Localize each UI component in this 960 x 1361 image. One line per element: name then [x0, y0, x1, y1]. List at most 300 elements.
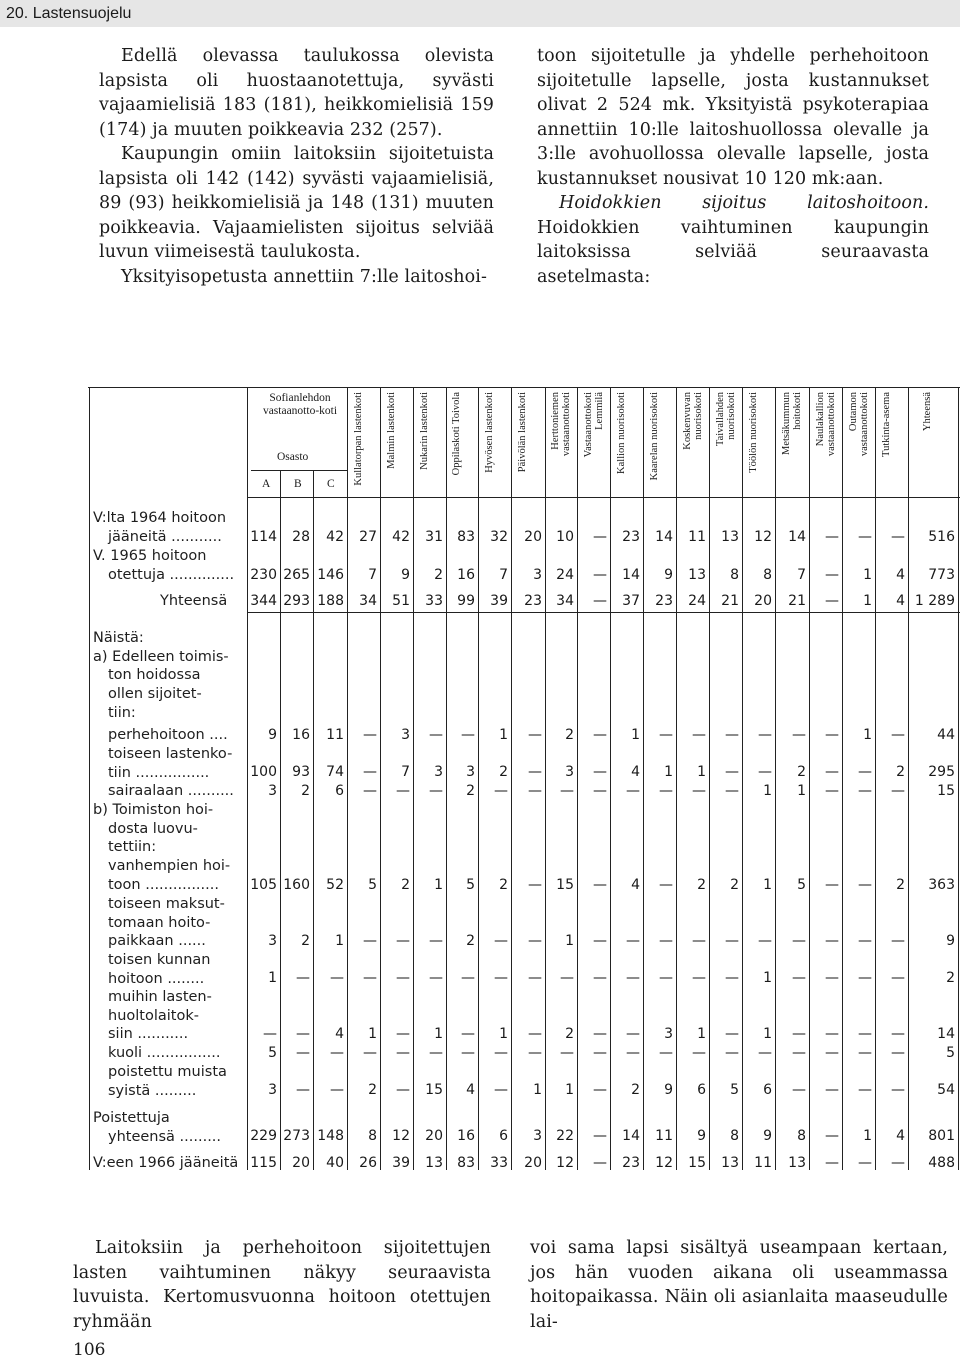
table-cell: — [825, 783, 839, 799]
table-cell: 1 [863, 1128, 872, 1144]
column-header: Hyvösen lastenkoti [483, 392, 495, 473]
table-cell: 34 [556, 593, 574, 609]
table-cell: — [494, 783, 508, 799]
table-cell: 37 [622, 593, 640, 609]
table-cell: 16 [457, 567, 475, 583]
column-header: Naulakallion vastaanottokoti [814, 392, 837, 457]
table-cell: 363 [928, 877, 955, 893]
table-cell: 15 [937, 783, 955, 799]
osasto-rule [251, 470, 347, 471]
table-cell: 3 [664, 1026, 673, 1042]
table-cell: 1 [499, 727, 508, 743]
table-cell: — [593, 727, 607, 743]
table-cell: 20 [754, 593, 772, 609]
table-cell: 2 [797, 764, 806, 780]
table-cell: 1 [763, 970, 772, 986]
table-cell: 1 [499, 1026, 508, 1042]
row-label: Näistä: [93, 630, 144, 646]
table-cell: 1 [533, 1082, 542, 1098]
table-cell: 2 [401, 877, 410, 893]
table-cell: — [528, 877, 542, 893]
row-label: vanhempien hoi- [108, 858, 231, 875]
table-cell: — [825, 1026, 839, 1042]
table-cell: — [858, 1045, 872, 1061]
table-cell: 14 [788, 529, 806, 545]
column-header: Tutkinta-asema [880, 392, 892, 457]
table-rule-top [88, 387, 960, 388]
row-label: V:lta 1964 hoitoon [93, 510, 227, 526]
table-cell: 4 [896, 593, 905, 609]
table-cell: 148 [317, 1128, 344, 1144]
table-cell: 2 [466, 933, 475, 949]
table-cell: — [528, 1026, 542, 1042]
table-cell: 4 [466, 1082, 475, 1098]
table-cell: — [528, 970, 542, 986]
table-cell: 5 [368, 877, 377, 893]
table-cell: — [692, 727, 706, 743]
table-cell: 516 [928, 529, 955, 545]
table-cell: — [659, 970, 673, 986]
table-cell: 2 [946, 970, 955, 986]
table-cell: 230 [250, 567, 277, 583]
paragraph: Edellä olevassa taulukossa olevista lapsista oli huostaanotettuja, syvästi vajaamielisiä 183 (181), heikkomielisiä 159 (174) ja muuten poikkeavia 232 (257). [99, 46, 494, 140]
table-cell: 1 [863, 567, 872, 583]
table-cell: 2 [565, 727, 574, 743]
table-cell: 33 [425, 593, 443, 609]
table-cell: 39 [392, 1155, 410, 1171]
table-cell: 295 [928, 764, 955, 780]
table-cell: 16 [292, 727, 310, 743]
table-cell: — [692, 783, 706, 799]
table-cell: 9 [664, 567, 673, 583]
table-cell: 15 [688, 1155, 706, 1171]
table-cell: — [858, 933, 872, 949]
table-cell: 1 [664, 764, 673, 780]
table-cell: 9 [401, 567, 410, 583]
table-cell: 27 [359, 529, 377, 545]
row-label: poistettu muista [108, 1064, 227, 1080]
paragraph [537, 191, 929, 289]
table-cell: 20 [524, 529, 542, 545]
page-header [0, 0, 960, 27]
table-cell: — [461, 1026, 475, 1042]
table-cell: 1 [434, 1026, 443, 1042]
table-cell: 9 [664, 1082, 673, 1098]
table-cell: 15 [425, 1082, 443, 1098]
table-cell: — [363, 970, 377, 986]
table-cell: 34 [359, 593, 377, 609]
table-cell: 293 [283, 593, 310, 609]
table-cell: 23 [524, 593, 542, 609]
table-cell: 1 [697, 764, 706, 780]
row-label: tomaan hoito- [108, 914, 211, 931]
table-cell: — [330, 1045, 344, 1061]
table-cell: 20 [292, 1155, 310, 1171]
table-cell: 16 [457, 1128, 475, 1144]
table-cell: — [363, 783, 377, 799]
table-cell: 93 [292, 764, 310, 780]
table-cell: 2 [697, 877, 706, 893]
column-header: Oppilaskoti Toivola [451, 392, 462, 476]
table-cell: — [626, 1045, 640, 1061]
paragraph: Kaupungin omiin laitoksiin sijoitetuista lapsista oli 142 (142) syvästi vajaamielisiä, 89 (93) heikkomielisiä ja 148 (131) muuten poikkeavia. Vajaamielisten sijoitus selviää luvun viimeisestä taulukosta. [99, 144, 494, 262]
table-cell: — [296, 1026, 310, 1042]
table-cell: 5 [730, 1082, 739, 1098]
column-header: Metsäkummun hoitokoti [781, 392, 803, 455]
table-cell: 7 [797, 567, 806, 583]
table-cell: — [891, 1082, 905, 1098]
table-cell: 3 [434, 764, 443, 780]
table-cell: — [528, 783, 542, 799]
column-header: Outamon vastaanottokoti [847, 392, 870, 457]
column-header: Koskenvuvan nuorisokoti [681, 392, 704, 450]
table-cell: 83 [457, 1155, 475, 1171]
row-label: toiseen lastenko- [108, 746, 233, 762]
table-cell: — [626, 1026, 640, 1042]
table-cell: 8 [797, 1128, 806, 1144]
column-header: Kaarelan nuorisokoti [648, 392, 660, 481]
table-cell: 188 [317, 593, 344, 609]
table-cell: 13 [688, 567, 706, 583]
table-cell: 2 [466, 783, 475, 799]
table-cell: 2 [565, 1026, 574, 1042]
table-cell: — [659, 727, 673, 743]
table-cell: 8 [730, 567, 739, 583]
column-rule [958, 387, 959, 1170]
table-cell: 8 [763, 567, 772, 583]
table-cell: 54 [937, 1082, 955, 1098]
table-cell: — [659, 783, 673, 799]
column-header: Malmin lastenkoti [385, 392, 397, 469]
table-cell: — [263, 1026, 277, 1042]
table-cell: — [659, 1045, 673, 1061]
table-cell: — [725, 783, 739, 799]
table-cell: — [429, 933, 443, 949]
column-header: Kullatorpan lastenkoti [352, 392, 364, 486]
table-cell: 39 [490, 593, 508, 609]
row-label: huoltolaitok- [108, 1007, 199, 1024]
table-cell: 14 [622, 1128, 640, 1144]
table-cell: — [396, 1045, 410, 1061]
table-cell: 12 [392, 1128, 410, 1144]
table-cell: 12 [754, 529, 772, 545]
table-cell: — [825, 1045, 839, 1061]
paragraph: Laitoksiin ja perhehoitoon sijoitettujen lasten vaihtuminen näkyy seuraavista luvuista. Kertomusvuonna hoitoon otettujen ryhmään [73, 1238, 491, 1332]
row-label: tiin: [108, 704, 136, 721]
table-cell: — [593, 764, 607, 780]
table-cell: 8 [368, 1128, 377, 1144]
table-cell: — [296, 970, 310, 986]
table-cell: 1 [763, 1026, 772, 1042]
table-cell: 21 [721, 593, 739, 609]
table-cell: — [528, 727, 542, 743]
table-cell: — [858, 529, 872, 545]
table-cell: 11 [688, 529, 706, 545]
table-cell: — [528, 933, 542, 949]
row-label: syistä ......... [108, 1082, 197, 1099]
table-cell: 2 [434, 567, 443, 583]
table-cell: — [560, 1045, 574, 1061]
table-cell: 28 [292, 529, 310, 545]
table-cell: 2 [896, 764, 905, 780]
table-cell: 11 [754, 1155, 772, 1171]
row-label: b) Toimiston hoi- [93, 802, 214, 818]
table-cell: 105 [250, 877, 277, 893]
table-cell: 5 [797, 877, 806, 893]
column-header: Yhteensä [922, 392, 933, 432]
table-cell: — [494, 933, 508, 949]
table-cell: 5 [946, 1045, 955, 1061]
table-cell: — [825, 727, 839, 743]
table-cell: — [593, 593, 607, 609]
table-cell: — [560, 783, 574, 799]
table-cell: — [825, 1128, 839, 1144]
table-cell: 4 [631, 764, 640, 780]
table-cell: 74 [326, 764, 344, 780]
table-cell: — [494, 1082, 508, 1098]
table-cell: 3 [401, 727, 410, 743]
table-cell: — [725, 1045, 739, 1061]
table-cell: 1 [565, 1082, 574, 1098]
table-cell: — [725, 933, 739, 949]
table-cell: 1 [631, 727, 640, 743]
table-cell: — [593, 877, 607, 893]
table-cell: — [792, 1082, 806, 1098]
row-label: paikkaan ...... [108, 933, 206, 950]
table-cell: 4 [335, 1026, 344, 1042]
table-cell: 15 [556, 877, 574, 893]
table-cell: 1 [863, 593, 872, 609]
table-cell: 5 [466, 877, 475, 893]
table-cell: — [593, 529, 607, 545]
table-cell: 344 [250, 593, 277, 609]
table-cell: 9 [268, 727, 277, 743]
table-cell: 1 [434, 877, 443, 893]
table-cell: 2 [368, 1082, 377, 1098]
table-cell: 6 [763, 1082, 772, 1098]
table-cell: 1 [763, 783, 772, 799]
table-cell: 22 [556, 1128, 574, 1144]
table-cell: — [891, 727, 905, 743]
table-cell: 7 [368, 567, 377, 583]
table-cell: 83 [457, 529, 475, 545]
table-cell: — [626, 970, 640, 986]
table-rule-header [248, 497, 960, 498]
table-cell: — [396, 783, 410, 799]
table-cell: 100 [250, 764, 277, 780]
column-header: Nukarin lastenkoti [418, 392, 430, 470]
table-cell: 32 [490, 529, 508, 545]
table-cell: 2 [301, 783, 310, 799]
table-cell: 14 [622, 567, 640, 583]
table-cell: 9 [697, 1128, 706, 1144]
total-rule [248, 612, 960, 613]
table-cell: — [858, 764, 872, 780]
row-label: V. 1965 hoitoon [93, 548, 207, 564]
table-cell: 4 [896, 567, 905, 583]
table-cell: — [626, 783, 640, 799]
table-cell: — [593, 933, 607, 949]
header-title: 20. Lastensuojelu [6, 5, 132, 22]
table-cell: 9 [763, 1128, 772, 1144]
table-cell: — [528, 1045, 542, 1061]
sofianlehto-header: Sofianlehdon vastaanotto-koti [262, 392, 338, 417]
table-cell: 1 [797, 783, 806, 799]
table-cell: 265 [283, 567, 310, 583]
table-cell: 51 [392, 593, 410, 609]
table-cell: 3 [268, 783, 277, 799]
table-cell: — [659, 933, 673, 949]
table-cell: — [725, 1026, 739, 1042]
row-label: ollen sijoitet- [108, 686, 202, 703]
table-cell: 12 [556, 1155, 574, 1171]
text-column-right-top [537, 44, 929, 289]
table-cell: — [396, 933, 410, 949]
table-cell: — [825, 529, 839, 545]
table-cell: 31 [425, 529, 443, 545]
table-cell: 12 [655, 1155, 673, 1171]
page-number: 106 [73, 1340, 106, 1360]
column-header: Päivölän lastenkoti [517, 392, 528, 473]
table-cell: — [858, 1026, 872, 1042]
table-cell: 3 [533, 567, 542, 583]
table-cell: — [858, 970, 872, 986]
text-column-left-top [99, 44, 494, 289]
osasto-label: Osasto [277, 451, 309, 463]
table-cell: — [858, 877, 872, 893]
table-cell: 2 [896, 877, 905, 893]
table-cell: — [792, 1026, 806, 1042]
table-cell: 1 [763, 877, 772, 893]
table-cell: — [891, 970, 905, 986]
table-cell: — [396, 1026, 410, 1042]
table-cell: — [891, 529, 905, 545]
table-cell: — [593, 1128, 607, 1144]
table-cell: 6 [697, 1082, 706, 1098]
table-cell: — [792, 727, 806, 743]
table-cell: 146 [317, 567, 344, 583]
table-cell: 10 [556, 529, 574, 545]
table-cell: 3 [565, 764, 574, 780]
table-cell: 42 [392, 529, 410, 545]
table-cell: 8 [730, 1128, 739, 1144]
column-header: A [262, 478, 271, 490]
table-cell: — [825, 933, 839, 949]
table-cell: — [891, 1026, 905, 1042]
table-cell: — [363, 764, 377, 780]
table-cell: 13 [721, 1155, 739, 1171]
table-cell: 21 [788, 593, 806, 609]
row-label: muihin lasten- [108, 989, 212, 1005]
table-cell: 33 [490, 1155, 508, 1171]
table-cell: — [825, 970, 839, 986]
table-cell: — [593, 1082, 607, 1098]
table-cell: 7 [499, 567, 508, 583]
table-cell: 2 [631, 1082, 640, 1098]
paragraph: voi sama lapsi sisältyä useampaan kertaan, jos hän vuoden aikana oli useammassa hoitopaikassa. Näin oli asianlaita maaseudulle lai- [530, 1238, 948, 1332]
row-label: yhteensä ......... [108, 1128, 222, 1145]
text-column-left-bottom [73, 1236, 491, 1334]
table-cell: 1 [335, 933, 344, 949]
table-cell: — [593, 970, 607, 986]
table-cell: — [891, 783, 905, 799]
table-cell: — [692, 970, 706, 986]
table-cell: — [792, 1045, 806, 1061]
table-cell: 5 [268, 1045, 277, 1061]
table-cell: — [692, 933, 706, 949]
table-cell: 20 [425, 1128, 443, 1144]
table-cell: 26 [359, 1155, 377, 1171]
table-cell: 11 [655, 1128, 673, 1144]
table-cell: — [792, 970, 806, 986]
table-cell: — [725, 970, 739, 986]
table-cell: — [792, 933, 806, 949]
paragraph: Yksityisopetusta annettiin 7:lle laitoshoi- [121, 266, 487, 287]
table-cell: — [528, 764, 542, 780]
table-cell: 24 [688, 593, 706, 609]
table-cell: — [429, 727, 443, 743]
row-label: V:een 1966 jääneitä [93, 1155, 239, 1171]
table-cell: — [825, 877, 839, 893]
table-cell: 4 [896, 1128, 905, 1144]
table-cell: 11 [326, 727, 344, 743]
table-cell: — [593, 1155, 607, 1171]
table-cell: — [725, 764, 739, 780]
table-cell: — [725, 727, 739, 743]
row-label: tettiin: [108, 839, 157, 856]
table-cell: 115 [250, 1155, 277, 1171]
table-cell: 488 [928, 1155, 955, 1171]
table-cell: 2 [730, 877, 739, 893]
table-cell: — [858, 1082, 872, 1098]
table-cell: 99 [457, 593, 475, 609]
table-cell: — [659, 877, 673, 893]
table-cell: — [396, 1082, 410, 1098]
table-cell: 14 [655, 529, 673, 545]
table-cell: 20 [524, 1155, 542, 1171]
row-label: ton hoidossa [108, 667, 201, 684]
table-cell: — [593, 1045, 607, 1061]
table-cell: — [363, 727, 377, 743]
row-label: perhehoitoon .... [108, 727, 228, 743]
table-cell: 2 [499, 877, 508, 893]
table-cell: — [296, 1045, 310, 1061]
table-cell: 801 [928, 1128, 955, 1144]
table-cell: — [758, 764, 772, 780]
table-cell: — [891, 933, 905, 949]
table-cell: — [330, 1082, 344, 1098]
table-cell: 13 [721, 529, 739, 545]
table-cell: 24 [556, 567, 574, 583]
table-cell: 1 [863, 727, 872, 743]
table-cell: 44 [937, 727, 955, 743]
text-column-right-bottom [530, 1236, 948, 1334]
table-cell: — [494, 970, 508, 986]
table-cell: — [891, 1155, 905, 1171]
table-cell: — [330, 970, 344, 986]
table-cell: 1 [368, 1026, 377, 1042]
table-cell: — [461, 970, 475, 986]
column-header: Vastaanottokoti Lemmilä [582, 392, 605, 458]
row-label: tiin ................ [108, 764, 210, 781]
row-label: kuoli ................ [108, 1045, 221, 1061]
table-cell: — [758, 933, 772, 949]
table-cell: 9 [946, 933, 955, 949]
table-cell: 1 289 [914, 593, 955, 609]
table-cell: 114 [250, 529, 277, 545]
row-label: toon ................ [108, 877, 219, 893]
row-label: dosta luovu- [108, 820, 198, 837]
